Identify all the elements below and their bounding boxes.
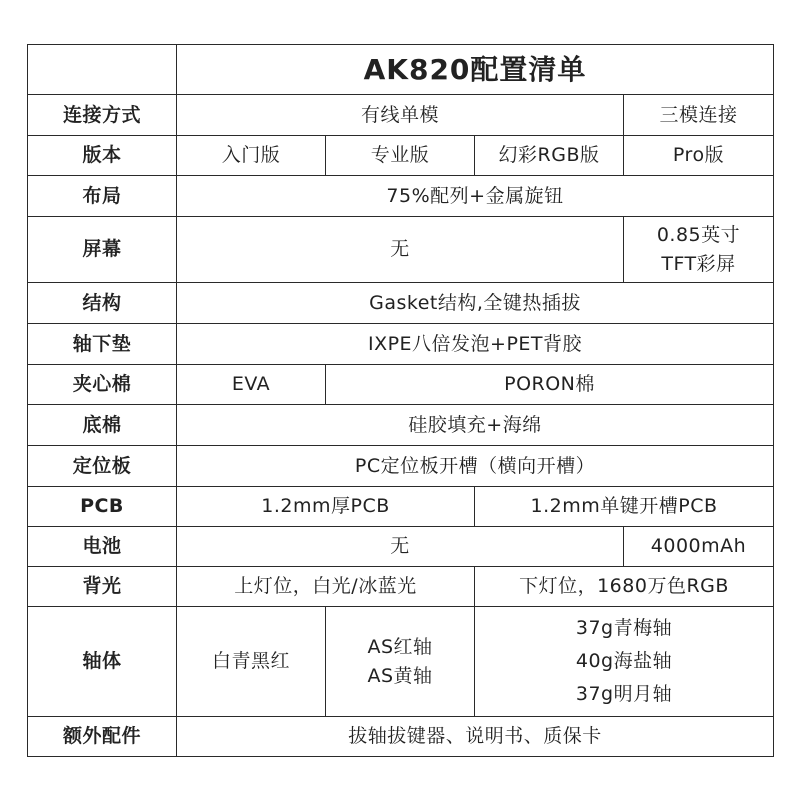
row-label: 连接方式 [28,95,177,136]
row-extras [28,717,774,757]
cell-battery-none: 无 [177,527,624,567]
row-screen [28,217,774,283]
cell-structure: Gasket结构,全键热插拔 [177,283,774,324]
cell-screen-none: 无 [177,217,624,283]
row-switch-pad [28,324,774,365]
corner-cell [28,45,177,95]
cell-rgb: 幻彩RGB版 [475,136,624,176]
title-row [28,45,774,95]
cell-eva: EVA [177,365,326,405]
row-switches [28,607,774,717]
row-label: 版本 [28,136,177,176]
row-label: 结构 [28,283,177,324]
row-layout [28,176,774,217]
cell-layout: 75%配列+金属旋钮 [177,176,774,217]
row-connection [28,95,774,136]
row-battery [28,527,774,567]
cell-pro: Pro版 [624,136,774,176]
row-label: 电池 [28,527,177,567]
cell-wired: 有线单模 [177,95,624,136]
screen-line-1: 0.85英寸 [656,224,741,246]
row-label: 背光 [28,567,177,607]
row-label: 额外配件 [28,717,177,757]
cell-entry: 入门版 [177,136,326,176]
cell-pcb-right: 1.2mm单键开槽PCB [475,487,774,527]
cell-bottom: 硅胶填充+海绵 [177,405,774,446]
row-label: 轴下垫 [28,324,177,365]
cell-plate: PC定位板开槽（横向开槽） [177,446,774,487]
cell-backlight-right: 下灯位，1680万色RGB [475,567,774,607]
switch-line: AS黄轴 [367,664,433,687]
cell-pcb-left: 1.2mm厚PCB [177,487,475,527]
row-sandwich [28,365,774,405]
cell-tri-mode: 三模连接 [624,95,774,136]
cell-battery: 4000mAh [624,527,774,567]
row-backlight [28,567,774,607]
cell-professional: 专业版 [326,136,475,176]
row-bottom [28,405,774,446]
page-title: AK820配置清单 [177,45,774,95]
cell-poron: PORON棉 [326,365,774,405]
cell-switch-pad: IXPE八倍发泡+PET背胶 [177,324,774,365]
row-label: 定位板 [28,446,177,487]
cell-screen [624,217,774,283]
row-label: 屏幕 [28,217,177,283]
row-plate [28,446,774,487]
cell-switches-entry: 白青黑红 [177,607,326,717]
row-label: PCB [28,487,177,527]
row-label: 底棉 [28,405,177,446]
cell-switches-pro [326,607,475,717]
row-pcb [28,487,774,527]
cell-extras: 拔轴拔键器、说明书、质保卡 [177,717,774,757]
switch-line: AS红轴 [367,636,433,658]
cell-backlight-left: 上灯位，白光/冰蓝光 [177,567,475,607]
row-label: 轴体 [28,607,177,717]
row-label: 夹心棉 [28,365,177,405]
switch-line: 40g海盐轴 [575,649,673,672]
switch-line: 37g青梅轴 [575,616,673,639]
switch-line: 37g明月轴 [575,683,673,706]
config-table [27,44,774,757]
screen-line-2: TFT彩屏 [661,252,736,275]
cell-switches-rgb [475,607,774,717]
row-edition [28,136,774,176]
row-label: 布局 [28,176,177,217]
row-structure [28,283,774,324]
